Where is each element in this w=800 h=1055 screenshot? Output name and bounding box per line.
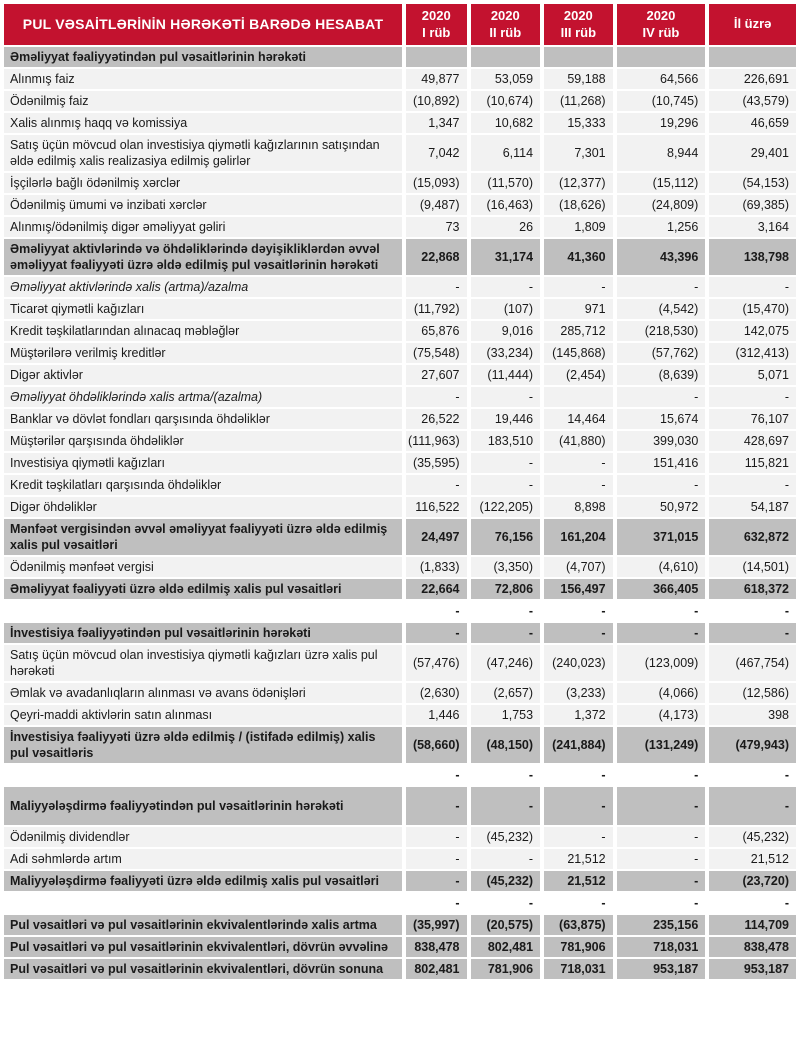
cell-value: 953,187: [615, 958, 708, 980]
cell-value: (3,350): [469, 556, 543, 578]
table-row: [3, 68, 797, 90]
cell-value: 7,301: [542, 134, 615, 172]
row-label: Kredit təşkilatları qarşısında öhdəliklər: [3, 474, 404, 496]
cell-value: -: [404, 786, 468, 826]
cell-value: (2,657): [469, 682, 543, 704]
cell-value: 21,512: [542, 848, 615, 870]
cell-value: 3,164: [707, 216, 797, 238]
cell-value: -: [542, 452, 615, 474]
cell-value: 802,481: [469, 936, 543, 958]
cell-value: 22,664: [404, 578, 468, 600]
cell-value: -: [542, 826, 615, 848]
column-period: III rüb: [560, 24, 597, 40]
row-label: Mənfəət vergisindən əvvəl əməliyyat fəaliyyəti üzrə əldə edilmiş xalis pul vəsaitləri: [3, 518, 404, 556]
row-label: Əməliyyat fəaliyyəti üzrə əldə edilmiş xalis pul vəsaitləri: [3, 578, 404, 600]
column-header-q4: [615, 3, 708, 46]
column-period: I rüb: [422, 24, 451, 40]
cell-value: (4,173): [615, 704, 708, 726]
row-label: Digər aktivlər: [3, 364, 404, 386]
cell-value: 72,806: [469, 578, 543, 600]
cell-value: 142,075: [707, 320, 797, 342]
table-row: [3, 556, 797, 578]
cell-value: (57,476): [404, 644, 468, 682]
cell-value: 953,187: [707, 958, 797, 980]
cell-value: -: [615, 474, 708, 496]
table-row: [3, 430, 797, 452]
cell-value: 19,296: [615, 112, 708, 134]
row-label: İnvestisiya fəaliyyəti üzrə əldə edilmiş / (istifadə edilmiş) xalis pul vəsaitləris: [3, 726, 404, 764]
cell-value: -: [469, 764, 543, 786]
cell-value: -: [542, 600, 615, 622]
table-row: [3, 194, 797, 216]
cell-value: (479,943): [707, 726, 797, 764]
row-label: Digər öhdəliklər: [3, 496, 404, 518]
cell-value: [542, 386, 615, 408]
cell-value: 8,944: [615, 134, 708, 172]
cell-value: -: [615, 786, 708, 826]
cell-value: -: [542, 786, 615, 826]
cell-value: (145,868): [542, 342, 615, 364]
cell-value: 7,042: [404, 134, 468, 172]
cell-value: (4,542): [615, 298, 708, 320]
cell-value: 116,522: [404, 496, 468, 518]
cell-value: -: [615, 764, 708, 786]
cell-value: -: [707, 622, 797, 644]
cell-value: (35,595): [404, 452, 468, 474]
cell-value: -: [469, 474, 543, 496]
table-row: [3, 892, 797, 914]
cell-value: -: [469, 786, 543, 826]
row-label: Kredit təşkilatlarından alınacaq məbləğlər: [3, 320, 404, 342]
table-row: [3, 216, 797, 238]
table-row: [3, 112, 797, 134]
cell-value: -: [469, 600, 543, 622]
cell-value: 41,360: [542, 238, 615, 276]
row-label: Ödənilmiş dividendlər: [3, 826, 404, 848]
cell-value: 366,405: [615, 578, 708, 600]
cell-value: 26: [469, 216, 543, 238]
cell-value: 49,877: [404, 68, 468, 90]
cell-value: (218,530): [615, 320, 708, 342]
cell-value: (1,833): [404, 556, 468, 578]
table-row: [3, 622, 797, 644]
table-row: [3, 870, 797, 892]
cell-value: 1,753: [469, 704, 543, 726]
cell-value: -: [404, 622, 468, 644]
cell-value: -: [707, 386, 797, 408]
cell-value: (11,792): [404, 298, 468, 320]
row-label: Müştərilərə verilmiş kreditlər: [3, 342, 404, 364]
table-row: [3, 452, 797, 474]
row-label: İşçilərlə bağlı ödənilmiş xərclər: [3, 172, 404, 194]
row-label: Xalis alınmış haqq və komissiya: [3, 112, 404, 134]
column-year: 2020: [421, 8, 451, 23]
cell-value: (312,413): [707, 342, 797, 364]
cell-value: 618,372: [707, 578, 797, 600]
cell-value: [404, 46, 468, 68]
cell-value: (11,570): [469, 172, 543, 194]
row-label: Adi səhmlərdə artım: [3, 848, 404, 870]
row-label: [3, 764, 404, 786]
cell-value: 6,114: [469, 134, 543, 172]
cell-value: 371,015: [615, 518, 708, 556]
table-row: [3, 320, 797, 342]
cell-value: -: [404, 870, 468, 892]
cell-value: 26,522: [404, 408, 468, 430]
cell-value: -: [542, 764, 615, 786]
table-row: [3, 298, 797, 320]
cell-value: -: [469, 622, 543, 644]
cell-value: 1,372: [542, 704, 615, 726]
cell-value: [469, 46, 543, 68]
cell-value: 781,906: [469, 958, 543, 980]
cell-value: -: [615, 622, 708, 644]
cell-value: -: [404, 892, 468, 914]
cell-value: (12,586): [707, 682, 797, 704]
cell-value: 399,030: [615, 430, 708, 452]
table-row: [3, 726, 797, 764]
cell-value: (10,745): [615, 90, 708, 112]
cell-value: 971: [542, 298, 615, 320]
cell-value: 73: [404, 216, 468, 238]
cell-value: 1,256: [615, 216, 708, 238]
cell-value: 15,333: [542, 112, 615, 134]
cell-value: -: [469, 276, 543, 298]
cell-value: 838,478: [707, 936, 797, 958]
cell-value: 14,464: [542, 408, 615, 430]
cell-value: 31,174: [469, 238, 543, 276]
cell-value: (10,674): [469, 90, 543, 112]
cell-value: 64,566: [615, 68, 708, 90]
cell-value: (45,232): [469, 826, 543, 848]
row-label: Pul vəsaitləri və pul vəsaitlərinin ekvivalentlərində xalis artma: [3, 914, 404, 936]
cell-value: (241,884): [542, 726, 615, 764]
cell-value: -: [707, 764, 797, 786]
table-row: [3, 578, 797, 600]
cell-value: 285,712: [542, 320, 615, 342]
cell-value: 114,709: [707, 914, 797, 936]
cell-value: (20,575): [469, 914, 543, 936]
row-label: Ödənilmiş mənfəət vergisi: [3, 556, 404, 578]
cell-value: -: [615, 276, 708, 298]
cell-value: 138,798: [707, 238, 797, 276]
cell-value: (47,246): [469, 644, 543, 682]
cell-value: (9,487): [404, 194, 468, 216]
table-row: [3, 682, 797, 704]
cell-value: -: [469, 452, 543, 474]
cell-value: 156,497: [542, 578, 615, 600]
cell-value: [542, 46, 615, 68]
cell-value: 115,821: [707, 452, 797, 474]
cell-value: -: [707, 276, 797, 298]
table-row: [3, 786, 797, 826]
cell-value: 76,156: [469, 518, 543, 556]
table-row: [3, 518, 797, 556]
table-row: [3, 342, 797, 364]
cell-value: -: [404, 826, 468, 848]
row-label: Ödənilmiş ümumi və inzibati xərclər: [3, 194, 404, 216]
row-label: Əməliyyat aktivlərində və öhdəliklərində dəyişikliklərdən əvvəl əməliyyat fəaliyyəti üzrə əldə edilmiş pul vəsaitlərinin hərəkəti: [3, 238, 404, 276]
cell-value: (15,470): [707, 298, 797, 320]
row-label: Alınmış faiz: [3, 68, 404, 90]
table-row: [3, 172, 797, 194]
cell-value: 9,016: [469, 320, 543, 342]
cell-value: -: [404, 764, 468, 786]
cell-value: -: [469, 892, 543, 914]
table-row: [3, 936, 797, 958]
cell-value: (69,385): [707, 194, 797, 216]
row-label: Ödənilmiş faiz: [3, 90, 404, 112]
cell-value: 54,187: [707, 496, 797, 518]
cell-value: 428,697: [707, 430, 797, 452]
row-label: Banklar və dövlət fondları qarşısında öhdəliklər: [3, 408, 404, 430]
table-body: [3, 46, 797, 980]
cell-value: (41,880): [542, 430, 615, 452]
cell-value: 802,481: [404, 958, 468, 980]
table-row: [3, 644, 797, 682]
cell-value: -: [404, 276, 468, 298]
cell-value: -: [615, 870, 708, 892]
cell-value: 235,156: [615, 914, 708, 936]
column-period: II rüb: [489, 24, 522, 40]
column-year: 2020: [490, 8, 520, 23]
cell-value: 1,446: [404, 704, 468, 726]
cell-value: 19,446: [469, 408, 543, 430]
cell-value: (122,205): [469, 496, 543, 518]
cell-value: 22,868: [404, 238, 468, 276]
report-title: PUL VƏSAİTLƏRİNİN HƏRƏKƏTİ BARƏDƏ HESABAT: [3, 3, 404, 46]
table-row: [3, 826, 797, 848]
table-row: [3, 134, 797, 172]
cell-value: 65,876: [404, 320, 468, 342]
cell-value: (240,023): [542, 644, 615, 682]
row-label: Əməliyyat aktivlərində xalis (artma)/azalma: [3, 276, 404, 298]
row-label: Pul vəsaitləri və pul vəsaitlərinin ekvivalentləri, dövrün sonuna: [3, 958, 404, 980]
cell-value: (63,875): [542, 914, 615, 936]
cell-value: (2,454): [542, 364, 615, 386]
cell-value: -: [615, 848, 708, 870]
row-label: Müştərilər qarşısında öhdəliklər: [3, 430, 404, 452]
cell-value: 183,510: [469, 430, 543, 452]
cell-value: (35,997): [404, 914, 468, 936]
cell-value: (107): [469, 298, 543, 320]
cell-value: 398: [707, 704, 797, 726]
cell-value: (10,892): [404, 90, 468, 112]
cell-value: (123,009): [615, 644, 708, 682]
row-label: Maliyyələşdirmə fəaliyyəti üzrə əldə edilmiş xalis pul vəsaitləri: [3, 870, 404, 892]
cell-value: 718,031: [615, 936, 708, 958]
column-header-q3: [542, 3, 615, 46]
cell-value: (4,610): [615, 556, 708, 578]
cell-value: -: [707, 600, 797, 622]
cell-value: (467,754): [707, 644, 797, 682]
column-year: 2020: [646, 8, 676, 23]
cell-value: (75,548): [404, 342, 468, 364]
cell-value: (3,233): [542, 682, 615, 704]
table-row: [3, 474, 797, 496]
cell-value: -: [707, 786, 797, 826]
cell-value: 21,512: [542, 870, 615, 892]
cell-value: 226,691: [707, 68, 797, 90]
cell-value: (131,249): [615, 726, 708, 764]
cell-value: (15,112): [615, 172, 708, 194]
cell-value: (54,153): [707, 172, 797, 194]
cell-value: -: [542, 892, 615, 914]
cell-value: 50,972: [615, 496, 708, 518]
row-label: Əmlak və avadanlıqların alınması və avans ödənişləri: [3, 682, 404, 704]
column-header-year-total: [707, 3, 797, 46]
cell-value: 151,416: [615, 452, 708, 474]
cell-value: (45,232): [707, 826, 797, 848]
header-row: [3, 3, 797, 46]
table-row: [3, 496, 797, 518]
cell-value: 29,401: [707, 134, 797, 172]
cash-flow-table: [2, 2, 798, 981]
cell-value: -: [542, 622, 615, 644]
cell-value: 1,809: [542, 216, 615, 238]
row-label: Satış üçün mövcud olan investisiya qiymətli kağızlarının satışından əldə edilmiş xalis realizasiya edilmiş gəlirlər: [3, 134, 404, 172]
cell-value: 27,607: [404, 364, 468, 386]
cell-value: -: [615, 386, 708, 408]
cell-value: -: [707, 892, 797, 914]
column-header-q2: [469, 3, 543, 46]
cell-value: 24,497: [404, 518, 468, 556]
cell-value: (8,639): [615, 364, 708, 386]
cell-value: 15,674: [615, 408, 708, 430]
cell-value: -: [707, 474, 797, 496]
cell-value: 8,898: [542, 496, 615, 518]
row-label: [3, 600, 404, 622]
table-row: [3, 764, 797, 786]
cell-value: 718,031: [542, 958, 615, 980]
cell-value: (48,150): [469, 726, 543, 764]
row-label: Əməliyyat fəaliyyətindən pul vəsaitlərinin hərəkəti: [3, 46, 404, 68]
column-period: İl üzrə: [733, 16, 772, 32]
cell-value: -: [615, 892, 708, 914]
row-label: Alınmış/ödənilmiş digər əməliyyat gəliri: [3, 216, 404, 238]
cell-value: (11,444): [469, 364, 543, 386]
cell-value: 5,071: [707, 364, 797, 386]
table-row: [3, 848, 797, 870]
cell-value: -: [469, 848, 543, 870]
table-row: [3, 600, 797, 622]
cell-value: -: [542, 276, 615, 298]
table-row: [3, 704, 797, 726]
cell-value: [615, 46, 708, 68]
row-label: Maliyyələşdirmə fəaliyyətindən pul vəsaitlərinin hərəkəti: [3, 786, 404, 826]
cell-value: -: [542, 474, 615, 496]
cell-value: (11,268): [542, 90, 615, 112]
cell-value: -: [469, 386, 543, 408]
table-row: [3, 958, 797, 980]
cell-value: (43,579): [707, 90, 797, 112]
cell-value: 53,059: [469, 68, 543, 90]
row-label: Pul vəsaitləri və pul vəsaitlərinin ekvivalentləri, dövrün əvvəlinə: [3, 936, 404, 958]
cell-value: 632,872: [707, 518, 797, 556]
cell-value: 10,682: [469, 112, 543, 134]
cell-value: -: [615, 826, 708, 848]
row-label: [3, 892, 404, 914]
cell-value: 161,204: [542, 518, 615, 556]
cell-value: (58,660): [404, 726, 468, 764]
table-row: [3, 238, 797, 276]
row-label: Qeyri-maddi aktivlərin satın alınması: [3, 704, 404, 726]
cell-value: (15,093): [404, 172, 468, 194]
table-row: [3, 90, 797, 112]
cell-value: (4,066): [615, 682, 708, 704]
cell-value: (57,762): [615, 342, 708, 364]
cell-value: -: [404, 600, 468, 622]
cell-value: (24,809): [615, 194, 708, 216]
cell-value: 781,906: [542, 936, 615, 958]
table-row: [3, 364, 797, 386]
cell-value: (16,463): [469, 194, 543, 216]
cell-value: (14,501): [707, 556, 797, 578]
column-year: 2020: [563, 8, 593, 23]
cell-value: (4,707): [542, 556, 615, 578]
cell-value: -: [404, 386, 468, 408]
cell-value: 838,478: [404, 936, 468, 958]
cell-value: 43,396: [615, 238, 708, 276]
cell-value: (23,720): [707, 870, 797, 892]
cell-value: 1,347: [404, 112, 468, 134]
cell-value: (2,630): [404, 682, 468, 704]
cell-value: (45,232): [469, 870, 543, 892]
table-row: [3, 914, 797, 936]
row-label: İnvestisiya fəaliyyətindən pul vəsaitlərinin hərəkəti: [3, 622, 404, 644]
cell-value: -: [404, 848, 468, 870]
row-label: Ticarət qiymətli kağızları: [3, 298, 404, 320]
table-row: [3, 386, 797, 408]
cell-value: 76,107: [707, 408, 797, 430]
table-row: [3, 276, 797, 298]
cell-value: (12,377): [542, 172, 615, 194]
cell-value: (111,963): [404, 430, 468, 452]
table-row: [3, 408, 797, 430]
cell-value: -: [615, 600, 708, 622]
row-label: Satış üçün mövcud olan investisiya qiymətli kağızları üzrə xalis pul hərəkəti: [3, 644, 404, 682]
column-header-q1: [404, 3, 468, 46]
cell-value: 21,512: [707, 848, 797, 870]
row-label: Investisiya qiymətli kağızları: [3, 452, 404, 474]
cell-value: -: [404, 474, 468, 496]
row-label: Əməliyyat öhdəliklərində xalis artma/(azalma): [3, 386, 404, 408]
column-period: IV rüb: [642, 24, 680, 40]
cell-value: [707, 46, 797, 68]
cell-value: (18,626): [542, 194, 615, 216]
cell-value: 46,659: [707, 112, 797, 134]
cell-value: 59,188: [542, 68, 615, 90]
table-row: [3, 46, 797, 68]
cell-value: (33,234): [469, 342, 543, 364]
